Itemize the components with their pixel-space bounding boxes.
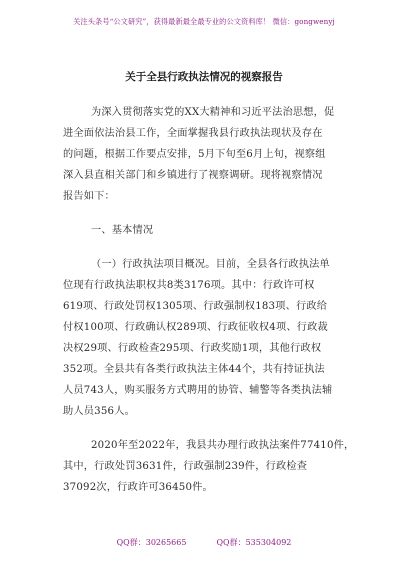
paragraph-line: 为深入贯彻落实党的XX大精神和习近平法治思想，促 xyxy=(91,107,335,118)
document-title: 关于全县行政执法情况的视察报告 xyxy=(125,71,283,83)
paragraph-line: 的问题，根据工作要点安排，5月下旬至6月上旬，视察组 xyxy=(63,149,326,160)
paragraph-line: 37092次，行政许可36450件。 xyxy=(63,482,213,493)
paragraph-line: 352项。全县共有各类行政执法主体44个，共有持证执法 xyxy=(63,364,325,375)
footer xyxy=(0,537,408,548)
header-notice: 关注头条号“公文研究”，获得最新最全最专业的公文资料库！ 微信：gongwenyj xyxy=(73,17,335,26)
footer-qq-group-2: QQ群：535304092 xyxy=(216,538,292,547)
paragraph-line: 619项、行政处罚权1305项、行政强制权183项、行政给 xyxy=(63,301,328,312)
paragraph-line: 付权100项、行政确认权289项、行政征收权4项、行政裁 xyxy=(63,322,328,333)
paragraph-line: 深入县直相关部门和乡镇进行了视察调研。现将视察情况 xyxy=(63,170,323,181)
paragraph-line: （一）行政执法项目概况。目前，全县各行政执法单 xyxy=(91,259,330,270)
paragraph-line: 进全面依法治县工作，全面掌握我县行政执法现状及存在 xyxy=(63,128,323,139)
paragraph-line: 助人员356人。 xyxy=(63,406,135,417)
paragraph-line: 2020年至2022年，我县共办理行政执法案件77410件， xyxy=(91,440,355,451)
paragraph-line: 人员743人，购买服务方式聘用的协管、辅警等各类执法辅 xyxy=(63,385,333,396)
paragraph-line: 决权29项、行政检查295项、行政奖励1项，其他行政权 xyxy=(63,343,322,354)
footer-qq-group-1: QQ群：30265665 xyxy=(116,538,187,547)
paragraph-line: 位现有行政执法职权共8类3176项。其中：行政许可权 xyxy=(63,280,315,291)
section-heading: 一、基本情况 xyxy=(91,225,154,236)
paragraph-line: 报告如下： xyxy=(63,191,115,202)
paragraph-line: 其中，行政处罚3631件，行政强制239件，行政检查 xyxy=(63,461,308,472)
